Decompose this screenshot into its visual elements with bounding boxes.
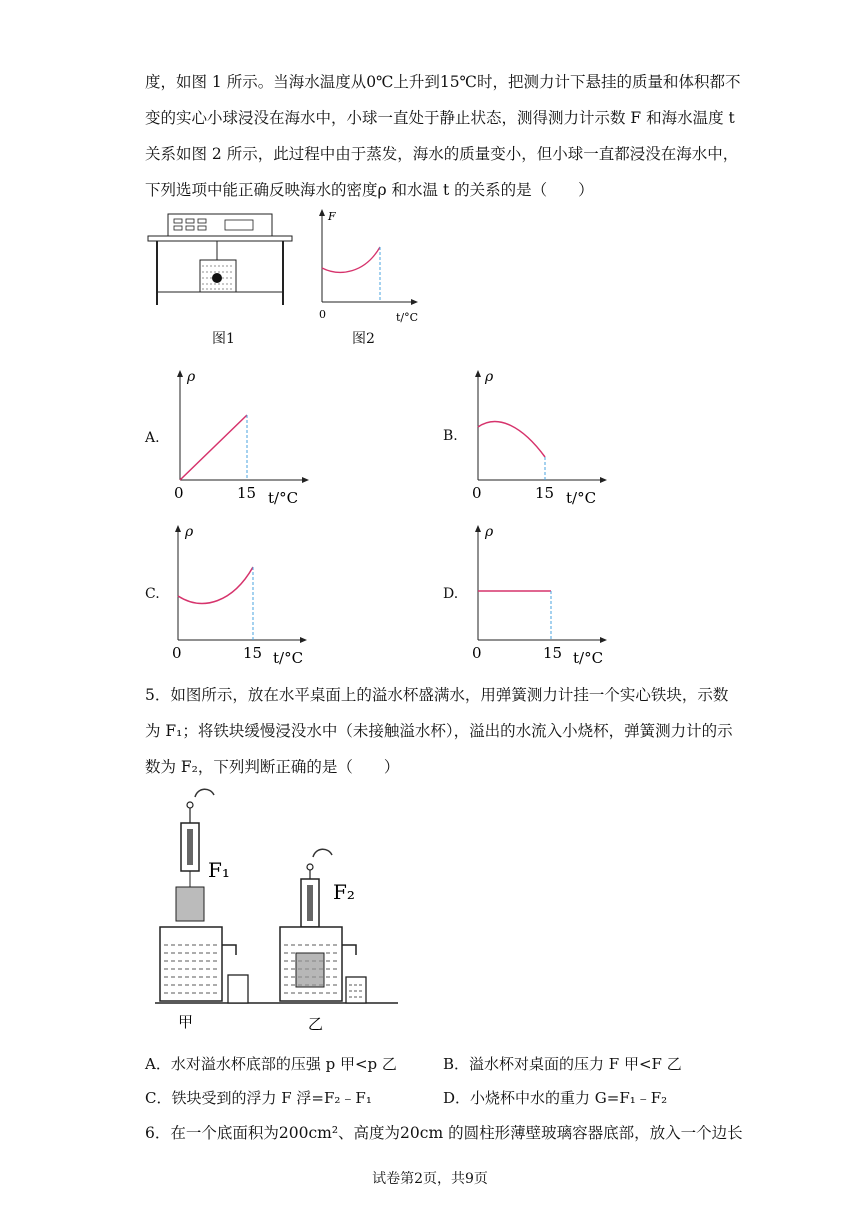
figure-1-apparatus (145, 210, 295, 310)
figure-2-curve (322, 247, 380, 272)
q4-line-4: 下列选项中能正确反映海水的密度ρ 和水温 t 的关系的是（ ） (145, 181, 594, 199)
option-b-y-label: ρ (485, 369, 494, 385)
q4-line-1: 度，如图 1 所示。当海水温度从0℃上升到15℃时，把测力计下悬挂的质量和体积都不 (145, 73, 741, 91)
q5-line-1: 5．如图所示，放在水平桌面上的溢水杯盛满水，用弹簧测力计挂一个实心铁块，示数 (145, 686, 729, 704)
label-f2: F₂ (333, 880, 355, 904)
figure-2-y-label: F (328, 210, 336, 223)
option-d-x-label: t/°C (573, 649, 604, 667)
option-c-origin: 0 (172, 644, 182, 662)
option-d-origin: 0 (472, 644, 482, 662)
option-c-x-tick: 15 (243, 644, 263, 662)
option-a-x-label: t/°C (268, 489, 299, 507)
q6-line-1: 6．在一个底面积为200cm²、高度为20cm 的圆柱形薄壁玻璃容器底部，放入一个边长 (145, 1124, 743, 1142)
option-b-x-tick: 15 (535, 484, 555, 502)
option-b-letter: B. (443, 428, 458, 444)
figure-2-origin: 0 (319, 308, 326, 321)
option-c-curve (178, 567, 253, 603)
q5-option-d: D．小烧杯中水的重力 G=F₁﹣F₂ (443, 1089, 668, 1107)
q5-option-a: A．水对溢水杯底部的压强 p 甲<p 乙 (145, 1055, 397, 1073)
q5-option-c: C．铁块受到的浮力 F 浮=F₂﹣F₁ (145, 1089, 372, 1107)
caption-jia: 甲 (178, 1013, 194, 1031)
option-c-letter: C. (145, 586, 160, 602)
option-a-letter: A. (145, 430, 160, 446)
q5-figure (150, 785, 400, 1035)
caption-yi: 乙 (308, 1015, 324, 1033)
option-a-y-label: ρ (187, 369, 196, 385)
option-a-origin: 0 (174, 484, 184, 502)
page-footer: 试卷第2页，共9页 (372, 1171, 488, 1187)
q5-line-3: 数为 F₂，下列判断正确的是（ ） (145, 758, 400, 776)
option-c-graph (163, 520, 313, 670)
figure-2-graph (310, 205, 425, 330)
option-a-line (180, 415, 247, 480)
option-d-x-tick: 15 (543, 644, 563, 662)
option-c-y-label: ρ (185, 524, 194, 540)
option-a-x-tick: 15 (237, 484, 257, 502)
option-b-x-label: t/°C (566, 489, 597, 507)
q5-line-2: 为 F₁；将铁块缓慢浸没水中（未接触溢水杯），溢出的水流入小烧杯，弹簧测力计的示 (145, 722, 733, 740)
label-f1: F₁ (208, 858, 230, 882)
figure-2-x-label: t/°C (396, 311, 419, 324)
q4-line-3: 关系如图 2 所示，此过程中由于蒸发，海水的质量变小，但小球一直都浸没在海水中， (145, 145, 739, 163)
q5-option-b: B．溢水杯对桌面的压力 F 甲<F 乙 (443, 1055, 682, 1073)
figure-1-caption: 图1 (212, 331, 235, 347)
option-d-y-label: ρ (485, 524, 494, 540)
option-c-x-label: t/°C (273, 649, 304, 667)
option-b-curve (478, 422, 545, 457)
option-b-origin: 0 (472, 484, 482, 502)
q4-line-2: 变的实心小球浸没在海水中，小球一直处于静止状态，测得测力计示数 F 和海水温度 t (145, 109, 735, 127)
figure-2-caption: 图2 (352, 331, 375, 347)
option-a-graph (165, 365, 315, 510)
option-d-letter: D. (443, 586, 459, 602)
option-d-graph (463, 520, 613, 670)
option-b-graph (463, 365, 613, 510)
